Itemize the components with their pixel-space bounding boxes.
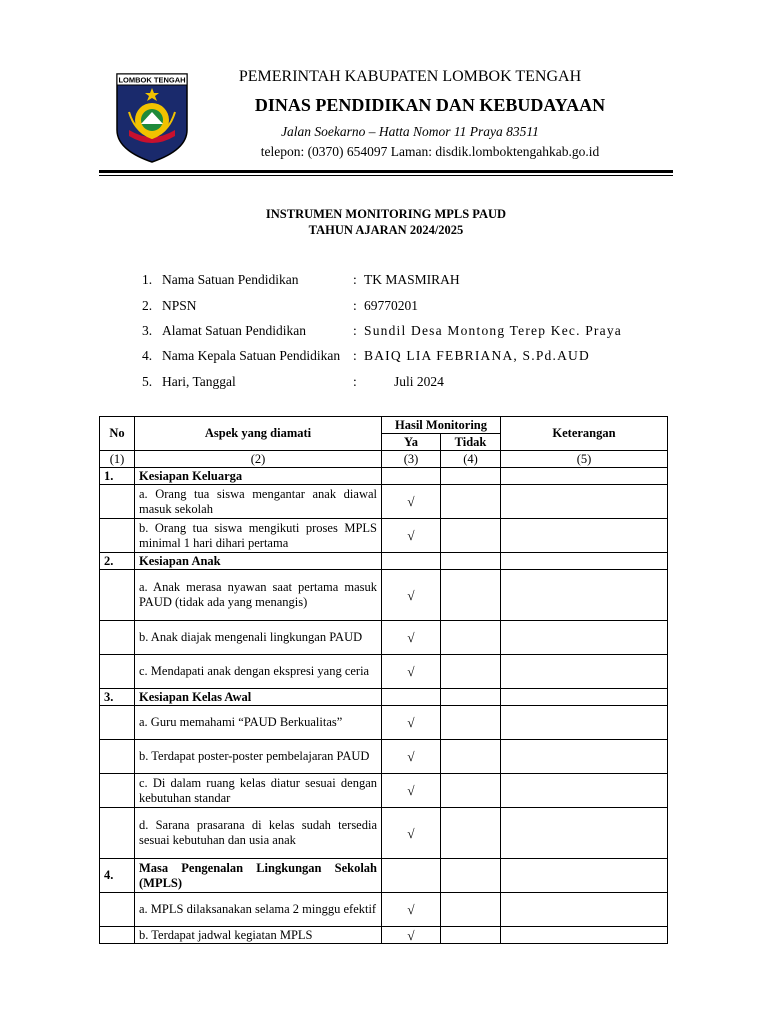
- info-number: 2.: [142, 298, 153, 313]
- table-row: [100, 893, 668, 927]
- table-row: [100, 655, 668, 689]
- aspect-item: b. Terdapat jadwal kegiatan MPLS: [135, 927, 382, 944]
- col-number: (3): [382, 451, 441, 468]
- letterhead-agency: DINAS PENDIDIKAN DAN KEBUDAYAAN: [254, 95, 606, 115]
- header-result: Hasil Monitoring: [382, 417, 501, 434]
- section-number: 1.: [100, 468, 135, 485]
- section-number: 4.: [100, 859, 135, 893]
- check-mark: √: [382, 655, 441, 689]
- check-mark: √: [382, 774, 441, 808]
- section-title: Kesiapan Kelas Awal: [135, 689, 382, 706]
- monitoring-table: [99, 416, 668, 944]
- col-number: (4): [441, 451, 501, 468]
- aspect-item: c. Mendapati anak dengan ekspresi yang ceria: [135, 655, 382, 689]
- section-row: [100, 689, 668, 706]
- info-colon: :: [353, 272, 357, 287]
- section-number: 3.: [100, 689, 135, 706]
- table-row: [100, 927, 668, 944]
- info-value: Sundil Desa Montong Terep Kec. Praya: [364, 323, 622, 338]
- aspect-item: b. Anak diajak mengenali lingkungan PAUD: [135, 621, 382, 655]
- header-aspect: Aspek yang diamati: [135, 417, 382, 451]
- check-mark: √: [382, 485, 441, 519]
- info-number: 5.: [142, 374, 153, 389]
- logo-text: LOMBOK TENGAH: [118, 75, 186, 85]
- check-mark: √: [382, 706, 441, 740]
- regency-logo: [115, 72, 189, 164]
- table-row: [100, 519, 668, 553]
- info-number: 3.: [142, 323, 153, 338]
- info-value: Juli 2024: [394, 374, 444, 389]
- check-mark: √: [382, 893, 441, 927]
- check-mark: √: [382, 808, 441, 859]
- header-notes: Keterangan: [501, 417, 668, 451]
- info-value: 69770201: [364, 298, 418, 313]
- aspect-item: b. Terdapat poster-poster pembelajaran PAUD: [135, 740, 382, 774]
- aspect-item: a. Guru memahami “PAUD Berkualitas”: [135, 706, 382, 740]
- info-colon: :: [353, 348, 357, 363]
- aspect-item: c. Di dalam ruang kelas diatur sesuai dengan kebutuhan standar: [135, 774, 382, 808]
- document-title: INSTRUMEN MONITORING MPLS PAUD: [265, 207, 507, 221]
- document-subtitle: TAHUN AJARAN 2024/2025: [308, 223, 464, 237]
- check-mark: √: [382, 519, 441, 553]
- info-colon: :: [353, 374, 357, 389]
- check-mark: √: [382, 621, 441, 655]
- col-number: (1): [100, 451, 135, 468]
- section-number: 2.: [100, 553, 135, 570]
- check-mark: √: [382, 570, 441, 621]
- section-row: [100, 859, 668, 893]
- aspect-item: b. Orang tua siswa mengikuti proses MPLS minimal 1 hari dihari pertama: [135, 519, 382, 553]
- aspect-item: a. Anak merasa nyawan saat pertama masuk PAUD (tidak ada yang menangis): [135, 570, 382, 621]
- table-row: [100, 485, 668, 519]
- info-number: 4.: [142, 348, 153, 363]
- section-title: Masa Pengenalan Lingkungan Sekolah (MPLS): [135, 859, 382, 893]
- header-no-answer: Tidak: [441, 434, 501, 451]
- table-row: [100, 774, 668, 808]
- info-value: TK MASMIRAH: [364, 272, 460, 287]
- check-mark: √: [382, 927, 441, 944]
- section-title: Kesiapan Anak: [135, 553, 382, 570]
- section-row: [100, 468, 668, 485]
- info-label: Nama Kepala Satuan Pendidikan: [162, 348, 341, 363]
- col-number: (5): [501, 451, 668, 468]
- aspect-item: a. MPLS dilaksanakan selama 2 minggu efektif: [135, 893, 382, 927]
- letterhead-government: PEMERINTAH KABUPATEN LOMBOK TENGAH: [238, 68, 582, 85]
- letterhead-rule-thick: [99, 170, 673, 173]
- table-row: [100, 808, 668, 859]
- info-label: Alamat Satuan Pendidikan: [162, 323, 306, 338]
- header-no: No: [100, 417, 135, 451]
- section-row: [100, 553, 668, 570]
- check-mark: √: [382, 740, 441, 774]
- aspect-item: a. Orang tua siswa mengantar anak diawal masuk sekolah: [135, 485, 382, 519]
- info-number: 1.: [142, 272, 153, 287]
- info-label: Hari, Tanggal: [162, 374, 236, 389]
- info-label: Nama Satuan Pendidikan: [162, 272, 299, 287]
- info-label: NPSN: [162, 298, 197, 313]
- letterhead-address: Jalan Soekarno – Hatta Nomor 11 Praya 83511: [281, 124, 539, 139]
- table-row: [100, 570, 668, 621]
- table-row: [100, 706, 668, 740]
- table-row: [100, 621, 668, 655]
- info-value: BAIQ LIA FEBRIANA, S.Pd.AUD: [364, 348, 590, 363]
- info-colon: :: [353, 298, 357, 313]
- header-yes: Ya: [382, 434, 441, 451]
- aspect-item: d. Sarana prasarana di kelas sudah tersedia sesuai kebutuhan dan usia anak: [135, 808, 382, 859]
- table-row: [100, 740, 668, 774]
- section-title: Kesiapan Keluarga: [135, 468, 382, 485]
- info-colon: :: [353, 323, 357, 338]
- letterhead-rule-thin: [99, 175, 673, 176]
- letterhead-contact: telepon: (0370) 654097 Laman: disdik.lomboktengahkab.go.id: [260, 144, 600, 159]
- col-number: (2): [135, 451, 382, 468]
